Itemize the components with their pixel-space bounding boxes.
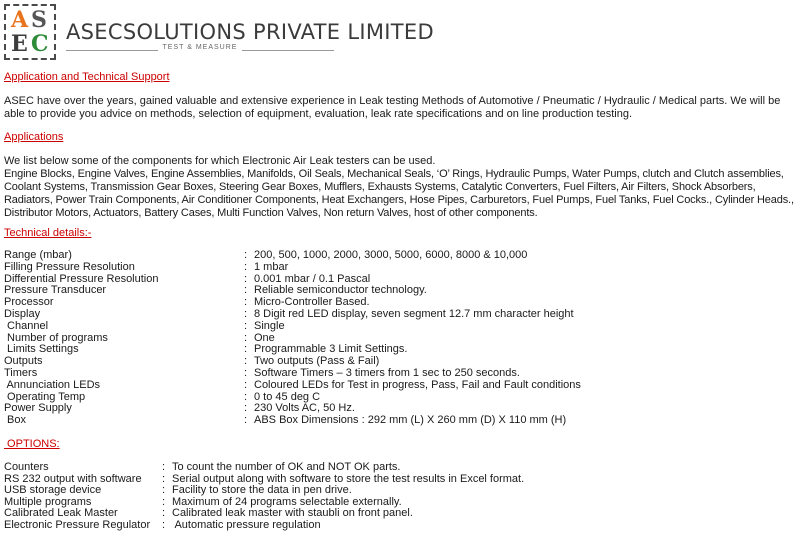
spec-colon: : — [244, 390, 248, 403]
options-heading: OPTIONS: — [4, 438, 60, 450]
option-value: Automatic pressure regulation — [172, 518, 321, 531]
option-colon: : — [162, 518, 166, 531]
support-text-block — [4, 95, 796, 121]
spec-row — [4, 392, 800, 404]
options-table — [4, 462, 800, 532]
applications-intro: We list below some of the components for which Electronic Air Leak testers can be used. — [4, 155, 436, 167]
option-label: Electronic Pressure Regulator — [4, 518, 151, 531]
technical-heading: Technical details:- — [4, 227, 92, 239]
support-heading: Application and Technical Support — [4, 71, 170, 83]
technical-details-table — [4, 250, 800, 427]
applications-section — [4, 131, 63, 144]
option-colon: : — [162, 472, 166, 485]
spec-colon: : — [244, 249, 248, 261]
spec-row — [4, 321, 800, 333]
spec-value: 0 to 45 deg C — [254, 390, 321, 403]
spec-row — [4, 415, 800, 427]
spec-row — [4, 368, 800, 380]
spec-label: Box — [4, 414, 27, 427]
spec-label: Limits Settings — [4, 343, 79, 356]
spec-colon: : — [244, 319, 248, 332]
spec-label: Number of programs — [4, 331, 108, 344]
spec-label: Channel — [4, 319, 49, 332]
option-colon: : — [162, 495, 166, 508]
spec-label: Pressure Transducer — [4, 284, 107, 297]
spec-value: Reliable semiconductor technology. — [254, 284, 427, 297]
spec-value: Coloured LEDs for Test in progress, Pass, Fail and Fault conditions — [254, 378, 581, 391]
spec-colon: : — [244, 414, 248, 427]
tagline-text: TEST & MEASURE — [162, 44, 238, 51]
spec-value: 1 mbar — [254, 260, 289, 273]
option-value: Facility to store the data in pen drive. — [172, 484, 352, 497]
spec-row — [4, 309, 800, 321]
logo-letter-c: C — [31, 31, 49, 57]
option-row — [4, 462, 800, 474]
spec-colon: : — [244, 272, 248, 285]
header — [4, 4, 434, 64]
option-value: Maximum of 24 programs selectable externally. — [172, 495, 402, 508]
spec-colon: : — [244, 355, 248, 368]
option-row — [4, 474, 800, 486]
spec-label: Power Supply — [4, 402, 72, 415]
spec-label: Range (mbar) — [4, 249, 72, 261]
spec-value: Programmable 3 Limit Settings. — [254, 343, 408, 356]
spec-colon: : — [244, 307, 248, 320]
spec-colon: : — [244, 260, 248, 273]
options-section — [4, 438, 60, 451]
option-row — [4, 485, 800, 497]
applications-heading: Applications — [4, 131, 64, 143]
logo-letter-s: S — [31, 7, 47, 33]
spec-label: Annunciation LEDs — [4, 378, 101, 391]
spec-label: Processor — [4, 296, 54, 309]
spec-value: One — [254, 331, 275, 344]
spec-value: 8 Digit red LED display, seven segment 12.7 mm character height — [254, 307, 574, 320]
spec-value: ABS Box Dimensions : 292 mm (L) X 260 mm (D) X 110 mm (H) — [254, 414, 567, 427]
spec-row — [4, 344, 800, 356]
company-logo — [4, 4, 56, 60]
spec-label: Filling Pressure Resolution — [4, 260, 135, 273]
option-label: USB storage device — [4, 484, 102, 497]
company-name: ASECSOLUTIONS PRIVATE LIMITED — [66, 20, 434, 44]
applications-list — [4, 155, 800, 220]
spec-value: Software Timers – 3 timers from 1 sec to 250 seconds. — [254, 366, 520, 379]
tagline — [66, 44, 334, 56]
spec-label: Display — [4, 307, 41, 320]
option-label: Counters — [4, 461, 49, 473]
spec-colon: : — [244, 284, 248, 297]
option-label: Calibrated Leak Master — [4, 507, 118, 520]
support-section — [4, 71, 170, 84]
logo-letter-e: E — [11, 31, 28, 57]
applications-line: Engine Blocks, Engine Valves, Engine Assemblies, Manifolds, Oil Seals, Mechanical Seals, ‘O’ Rings, Hydraulic Pumps, Water Pumps, clutch and Clutch assemblies, — [4, 168, 784, 180]
spec-colon: : — [244, 343, 248, 356]
spec-colon: : — [244, 402, 248, 415]
spec-value: 230 Volts AC, 50 Hz. — [254, 402, 355, 415]
applications-line: Radiators, Power Train Components, Air Conditioner Components, Heat Exchangers, Hose Pipes, Carburetors, Fuel Pumps, Fuel Tanks, Fuel Cocks., Cylinder Heads., — [4, 194, 794, 206]
spec-label: Operating Temp — [4, 390, 86, 403]
option-label: Multiple programs — [4, 495, 92, 508]
option-row — [4, 520, 800, 532]
technical-section — [4, 227, 91, 240]
spec-label: Timers — [4, 366, 38, 379]
applications-line: Distributor Motors, Actuators, Battery Cases, Multi Function Valves, Non return Valves, host of other components. — [4, 207, 538, 219]
spec-colon: : — [244, 296, 248, 309]
option-value: Serial output along with software to store the test results in Excel format. — [172, 472, 525, 485]
support-paragraph: ASEC have over the years, gained valuable and extensive experience in Leak testing Methods of Automotive / Pneumatic / Hydraulic / Medical parts. We will be able to provide you advice on methods, selection of equipment, evaluation, leak rate specifications and on line production testing. — [4, 95, 781, 120]
spec-row — [4, 380, 800, 392]
logo-letter-a: A — [11, 7, 29, 33]
option-colon: : — [162, 484, 166, 497]
spec-value: Micro-Controller Based. — [254, 296, 370, 309]
option-label: RS 232 output with software — [4, 472, 142, 485]
spec-value: Single — [254, 319, 285, 332]
applications-line: Coolant Systems, Transmission Gear Boxes, Steering Gear Boxes, Mufflers, Exhausts Systems, Catalytic Converters, Fuel Filters, Air Filters, Shock Absorbers, — [4, 181, 756, 193]
spec-label: Differential Pressure Resolution — [4, 272, 159, 285]
spec-colon: : — [244, 366, 248, 379]
option-value: To count the number of OK and NOT OK parts. — [172, 461, 401, 473]
spec-label: Outputs — [4, 355, 43, 368]
spec-value: Two outputs (Pass & Fail) — [254, 355, 380, 368]
option-colon: : — [162, 461, 166, 473]
spec-row — [4, 262, 800, 274]
spec-row — [4, 285, 800, 297]
spec-colon: : — [244, 331, 248, 344]
option-value: Calibrated leak master with staubli on front panel. — [172, 507, 413, 520]
tagline-rule-right — [242, 50, 334, 51]
spec-value: 0.001 mbar / 0.1 Pascal — [254, 272, 371, 285]
spec-colon: : — [244, 378, 248, 391]
option-colon: : — [162, 507, 166, 520]
spec-value: 200, 500, 1000, 2000, 3000, 5000, 6000, 8000 & 10,000 — [254, 249, 528, 261]
